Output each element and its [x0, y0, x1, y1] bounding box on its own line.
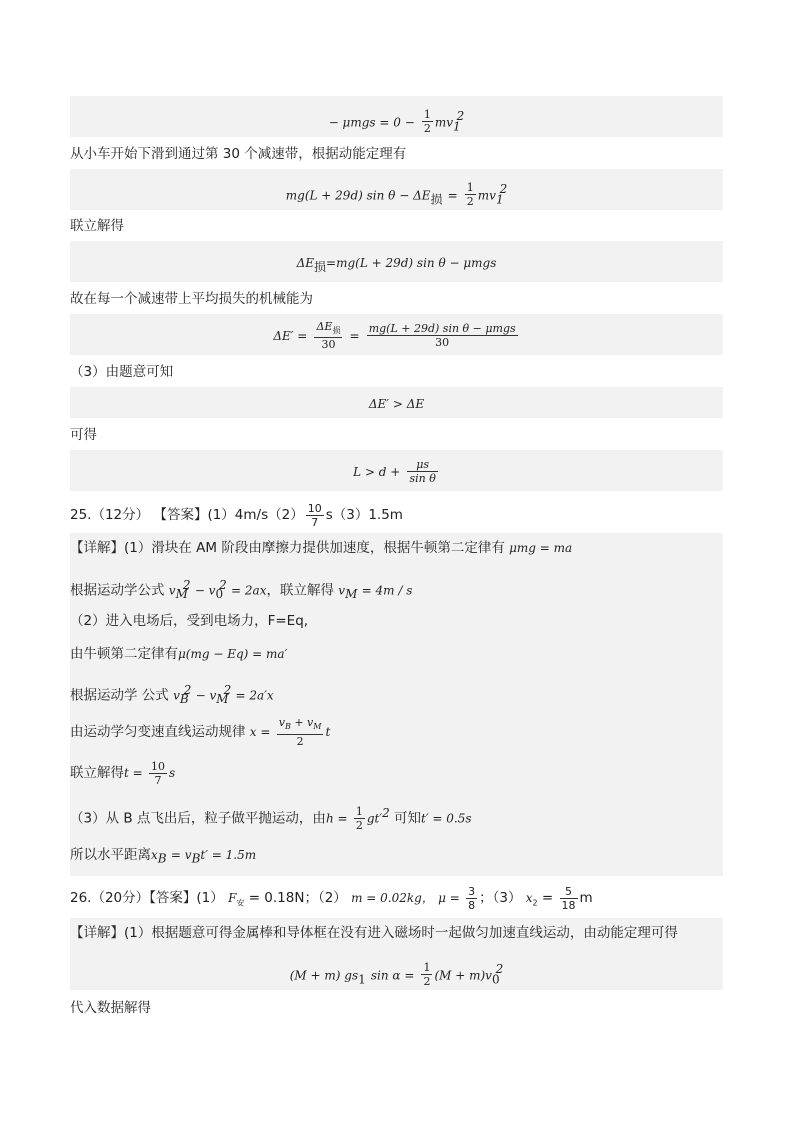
eq-text: − v [194, 583, 216, 598]
frac-den: 2 [355, 819, 363, 832]
detail-line [70, 757, 723, 789]
eq-text: = v [170, 848, 192, 862]
detail-line [70, 644, 723, 664]
text: 根据运动学公式 [70, 582, 165, 599]
eq-text: x = [249, 725, 271, 739]
frac-den: 8 [468, 898, 476, 912]
superscript: 2 [382, 806, 390, 820]
eq-text: (M + m)v [434, 968, 492, 983]
subscript: M [216, 692, 229, 707]
frac-num: 10 [307, 501, 322, 515]
eq-text: ΔE [296, 256, 315, 270]
text: 所以水平距离 [70, 847, 151, 863]
eq-text: μ = [438, 891, 460, 905]
text: （3）从 B 点飞出后，粒子做平抛运动，由 [70, 810, 326, 827]
subscript: M [175, 587, 188, 602]
equation-kinetic-energy [70, 169, 723, 210]
text-line: 代入数据解得 [70, 1000, 151, 1016]
subscript: 0 [215, 587, 224, 602]
subscript: M [345, 587, 358, 602]
frac-den: 30 [321, 338, 336, 352]
frac-den: 7 [154, 773, 162, 787]
frac-den: 2 [423, 975, 431, 989]
text: 由牛顿第二定律有 [70, 646, 178, 662]
eq-text: t [325, 725, 331, 739]
equation-inequality [70, 387, 723, 418]
superscript: 2 [495, 962, 504, 976]
frac-den: 30 [435, 336, 450, 349]
superscript: 2 [456, 109, 465, 123]
eq-text: t = [124, 766, 143, 780]
subscript: 损 [430, 192, 443, 207]
fraction [314, 320, 342, 351]
equation-energy-theorem [70, 950, 723, 988]
fraction [277, 716, 324, 747]
frac-num: mg(L + 29d) sin θ − μmgs [368, 322, 516, 335]
answer-head: 26.（20分）【答案】(1） [70, 890, 224, 906]
question-25-answer [70, 500, 723, 530]
eq-text: μmg = ma [509, 541, 573, 555]
frac-num: 1 [466, 181, 474, 195]
frac-num: + v [294, 716, 314, 730]
text-line: 可得 [70, 427, 97, 443]
eq-text: v [168, 583, 176, 598]
subscript: 损 [314, 260, 327, 275]
fraction [466, 885, 477, 912]
subscript: 2 [532, 898, 538, 908]
eq-text: = [447, 188, 458, 203]
eq-text: sin α = [370, 968, 415, 983]
text-line: 从小车开始下滑到通过第 30 个减速带，根据动能定理有 [70, 146, 407, 162]
subscript: B [157, 851, 167, 866]
frac-den: sin θ [409, 472, 436, 485]
frac-num: v [278, 716, 285, 730]
eq-text: mv [477, 188, 496, 203]
eq-text: ΔE′ = [273, 329, 308, 343]
frac-num: 5 [560, 885, 578, 899]
fraction [407, 458, 437, 485]
fraction-half [422, 108, 433, 135]
eq-text: μ(mg − Eq) = ma′ [178, 647, 288, 661]
detail-line [70, 680, 723, 709]
eq-text: gt′ [366, 811, 383, 826]
detail-line: （2）进入电场后，受到电场力，F=Eq, [70, 613, 309, 629]
text: = [541, 890, 554, 906]
frac-den: 2 [466, 195, 474, 209]
eq-text: L > d + [353, 465, 401, 479]
eq-text: x [151, 848, 158, 862]
subscript: B [284, 722, 291, 732]
text: m [579, 890, 593, 906]
eq-text: (M + m) gs [289, 968, 359, 983]
subscript: 1 [495, 192, 504, 207]
eq-text: t′ = 1.5m [200, 848, 257, 862]
equation-condition [70, 450, 723, 491]
frac-num: 10 [151, 759, 165, 773]
fraction [367, 322, 518, 349]
eq-text: m = 0.02kg， [351, 891, 434, 905]
frac-num: μs [407, 458, 437, 472]
fraction [149, 760, 167, 787]
text: ，联立解得 [266, 582, 334, 599]
frac-den: 7 [311, 515, 319, 529]
eq-text: mg(L + 29d) sin θ − ΔE [285, 188, 431, 203]
text: ；（3） [479, 890, 522, 906]
equation-average-loss: ΔE′ = $\frac{\Delta E_损}{30}$ = $\frac{\text{mg(L + 29d) sin θ − μmgs}}{30}$ [70, 314, 723, 355]
frac-num: 1 [423, 108, 431, 122]
equation-energy-lost [70, 241, 723, 282]
frac-num: 1 [423, 961, 431, 975]
fraction [306, 502, 324, 529]
detail-line [70, 538, 723, 558]
detail-line: 【详解】(1）根据题意可得金属棒和导体框在没有进入磁场时一起做匀加速直线运动，由动能定理可得 [70, 925, 678, 941]
eq-text: mv [434, 115, 454, 130]
eq-text: − μmgs = 0 − [328, 115, 415, 130]
text: 【详解】(1）滑块在 AM 阶段由摩擦力提供加速度，根据牛顿第二定律有 [70, 540, 505, 556]
eq-text: =mg(L + 29d) sin θ − μmgs [326, 256, 497, 270]
question-26-answer [70, 882, 723, 914]
eq-text: = 2ax [231, 583, 267, 598]
answer-head: 25.（12分） 【答案】(1）4m/s（2） [70, 507, 304, 523]
superscript: 2 [223, 683, 232, 697]
eq-text: v [173, 688, 180, 703]
subscript: B [179, 692, 189, 707]
subscript: B [191, 851, 201, 866]
frac-num: ΔE [316, 319, 333, 333]
fraction [560, 885, 578, 912]
superscript: 2 [219, 578, 227, 592]
frac-den: 2 [423, 122, 431, 136]
text-line: （3）由题意可知 [70, 364, 174, 380]
fraction [354, 805, 365, 832]
eq-text: = 4m / s [361, 583, 413, 598]
subscript: 1 [358, 972, 366, 987]
detail-line [70, 845, 723, 869]
superscript: 2 [182, 578, 191, 592]
text: 联立解得 [70, 765, 124, 781]
eq-text: x [525, 891, 533, 905]
frac-den: 2 [296, 734, 304, 748]
equation-energy-loss-1 [70, 96, 723, 137]
subscript: 0 [491, 972, 500, 987]
frac-num: 1 [355, 805, 363, 818]
eq-text: h = [325, 811, 348, 826]
detail-line [70, 575, 723, 604]
subscript: 安 [236, 898, 245, 908]
superscript: 2 [183, 683, 192, 697]
detail-line [70, 716, 723, 748]
text: 可知 [394, 810, 422, 827]
text: 由运动学匀变速直线运动规律 [70, 724, 246, 740]
text-line: 联立解得 [70, 218, 124, 234]
superscript: 2 [499, 182, 508, 196]
eq-text: t′ = 0.5s [421, 811, 472, 826]
subscript: M [313, 722, 322, 732]
text-line: 故在每一个减速带上平均损失的机械能为 [70, 291, 313, 307]
text: 根据运动学 公式 [70, 687, 169, 704]
frac-den: 18 [561, 898, 576, 912]
detail-line [70, 797, 723, 832]
eq-text: s [169, 766, 176, 780]
answer-tail: s（3）1.5m [325, 507, 403, 523]
subscript: 损 [332, 326, 341, 336]
fraction-half [421, 961, 432, 988]
fraction-half [465, 181, 476, 208]
eq-text: F [228, 891, 237, 905]
eq-text: ΔE′ > ΔE [368, 397, 425, 411]
eq-text: v [338, 583, 346, 598]
eq-text: = 2a′x [235, 688, 274, 703]
text: = 0.18N；（2） [248, 890, 347, 906]
eq-text: − v [195, 688, 217, 703]
frac-num: 3 [468, 884, 476, 898]
subscript: 1 [453, 119, 461, 134]
